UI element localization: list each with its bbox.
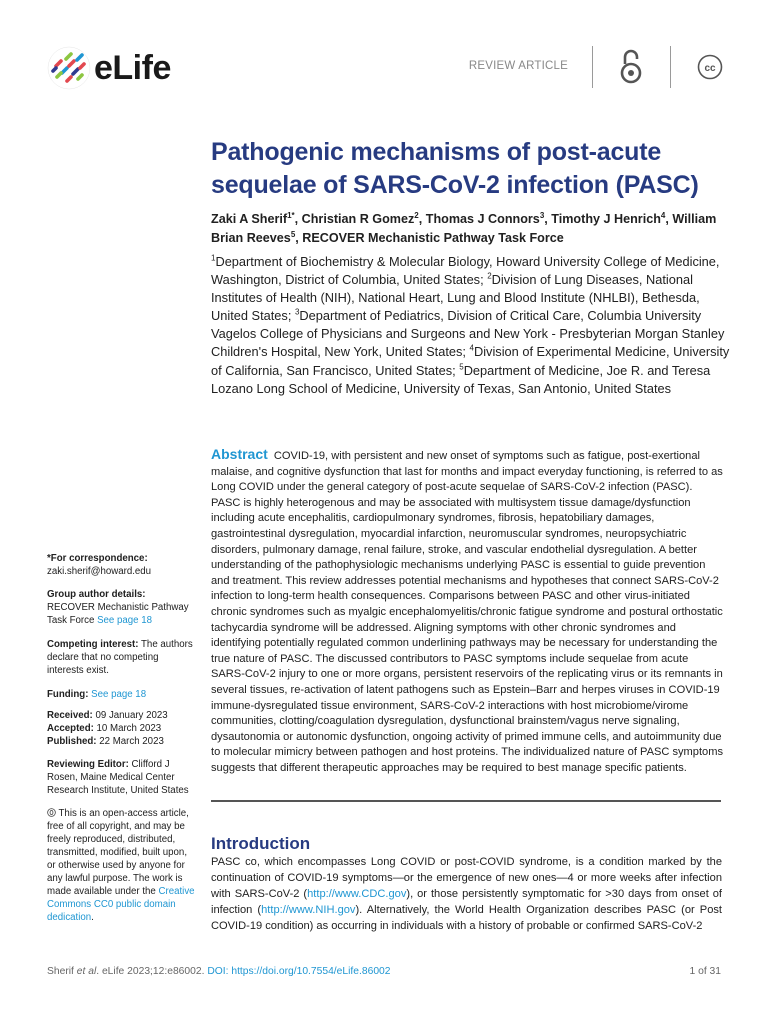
author[interactable]: William Brian Reeves$^5$: [211, 212, 717, 245]
author[interactable]: Thomas J Connors$^3$: [425, 210, 545, 226]
open-access-icon[interactable]: [617, 47, 645, 85]
dates-block: Received: 09 January 2023 Accepted: 10 March 2023 Published: 22 March 2023: [47, 710, 168, 747]
cdc-link[interactable]: http://www.CDC.gov: [307, 888, 407, 900]
cc0-license-link[interactable]: Creative Commons CC0 public domain dedication: [47, 886, 195, 923]
abstract-divider: [211, 800, 721, 802]
creative-commons-icon[interactable]: [697, 54, 723, 80]
elife-logo[interactable]: [47, 44, 171, 92]
cc-zero-icon: [47, 808, 56, 817]
abstract-text: COVID-19, with persistent and new onset of symptoms such as fatigue, post-exertional malaise, and cognitive dysfunction that last for months and impact everyday functioning, is referred to as Long COVID under the general category of post-acute sequelae of SARS-CoV-2 infection (PASC). PASC is highly heterogenous and may be associated with multisystem tissue damage/dysfunction including acute encephalitis, cardiopulmonary syndromes, fibrosis, hepatobiliary damages, gastrointestinal dysregulation, myocardial infarction, neuromuscular syndromes, neuropsychiatric disorders, pulmonary damage, renal failure, stroke, and vascular endothelial dysregulation. A better understanding of the pathophysiologic mechanisms underlying PASC is essential to guide prevention and treatment. This review addresses potential mechanisms and hypotheses that connect SARS-CoV-2 infection to long-term health consequences. Comparisons between PASC and other virus-initiated chronic syndromes such as myalgic encephalomyelitis/chronic fatigue syndrome and postural orthostatic tachycardia syndrome will be addressed. Aligning symptoms with other chronic syndromes and identifying potentially regulated common underlining pathways may be necessary for understanding the true nature of PASC. The discussed contributors to PASC symptoms include sequelae from acute SARS-CoV-2 injury to one or more organs, persistent reservoirs of the replicating virus or its remnants in several tissues, re-activation of latent pathogens such as Epstein–Barr and herpes viruses in COVID-19 immune-dysregulated tissue environment, SARS-CoV-2 interactions with host microbiome/virome communities, clotting/coagulation dysregulation, dysfunctional brainstem/vagus nerve signaling, dysautonomia or autonomic dysfunction, ongoing activity of primed immune cells, and autoimmunity due to molecular mimicry between pathogen and host proteins. The individualized nature of PASC symptoms suggests that different therapeutic approaches may be required to best manage specific patients.: [211, 450, 724, 774]
group-author-block: Group author details: RECOVER Mechanistic Pathway Task Force See page 18: [47, 589, 189, 626]
competing-interest-block: Competing interest: The authors declare that no competing interests exist.: [47, 639, 193, 676]
correspondence-email[interactable]: zaki.sherif@howard.edu: [47, 566, 152, 577]
article-type-label: REVIEW ARTICLE: [468, 60, 568, 72]
reviewing-editor-block: Reviewing Editor: Clifford J Rosen, Maine Medical Center Research Institute, United States: [47, 759, 189, 796]
affiliations: $^1$Department of Biochemistry & Molecular Biology, Howard University College of Medicine, Washington, District of Columbia, United States; $^2$Division of Lung Diseases, National Institutes of Health (NIH), National Heart, Lung and Blood Institute (NHLBI), Bethesda, United States; $^3$Department of Pediatrics, Division of Critical Care, Columbia University Vagelos College of Physicians and Surgeons and New York - Presbyterian Morgan Stanley Children's Hospital, New York, United States; $^4$Division of Experimental Medicine, University of California, San Francisco, United States; $^5$Department of Medicine, Joe R. and Teresa Lozano Long School of Medicine, University of Texas, San Antonio, United States: [211, 253, 730, 396]
author[interactable]: Zaki A Sherif$^{1*}$: [211, 210, 295, 226]
author-list: Zaki A Sherif$^{1*}$, Christian R Gomez$^2$, Thomas J Connors$^3$, Timothy J Henrich$^4$, William Brian Reeves$^5$, RECOVER Mechanistic Pathway Task Force: [211, 210, 717, 245]
logo-text: eLife: [94, 48, 171, 87]
page-number: 1 of 31: [689, 966, 721, 977]
author[interactable]: Christian R Gomez$^2$: [301, 210, 419, 226]
header-divider: [670, 46, 671, 88]
author[interactable]: Timothy J Henrich$^4$: [551, 210, 666, 226]
article-title: Pathogenic mechanisms of post-acute sequelae of SARS-CoV-2 infection (PASC): [211, 138, 699, 199]
correspondence-block: *For correspondence: zaki.sherif@howard.edu: [47, 553, 152, 577]
abstract: [211, 447, 723, 776]
svg-text:cc: cc: [704, 63, 716, 74]
elife-logo-icon: [47, 46, 91, 90]
funding-block: Funding: See page 18: [47, 689, 147, 700]
introduction-text: PASC co, which encompasses Long COVID or post-COVID syndrome, is a condition marked by the continuation of COVID-19 symptoms—or the emergence of new ones—4 or more weeks after infection with SARS-CoV-2 (http://www.CDC.gov), or those persistently symptomatic for >30 days from onset of infection (http://www.NIH.gov). Alternatively, the World Health Organization describes PASC (or Post COVID-19 condition) as occurring in individuals with a history of probable or confirmed SARS-CoV-2: [211, 856, 723, 932]
header-divider: [592, 46, 593, 88]
license-block: This is an open-access article, free of all copyright, and may be freely reproduced, distributed, transmitted, modified, built upon, or otherwise used by anyone for any lawful purpose. The work is made available under the Creative Commons CC0 public domain dedication.: [47, 808, 195, 923]
citation-footer: Sherif et al. eLife 2023;12:e86002. DOI: https://doi.org/10.7554/eLife.86002: [47, 966, 391, 977]
section-heading-introduction: Introduction: [211, 834, 311, 853]
abstract-heading: Abstract: [211, 446, 268, 462]
author[interactable]: RECOVER Mechanistic Pathway Task Force: [302, 231, 564, 245]
nih-link[interactable]: http://www.NIH.gov: [261, 904, 356, 916]
funding-link[interactable]: See page 18: [91, 689, 147, 700]
group-author-link[interactable]: See page 18: [97, 615, 153, 626]
doi-link[interactable]: DOI: https://doi.org/10.7554/eLife.86002: [207, 966, 391, 977]
